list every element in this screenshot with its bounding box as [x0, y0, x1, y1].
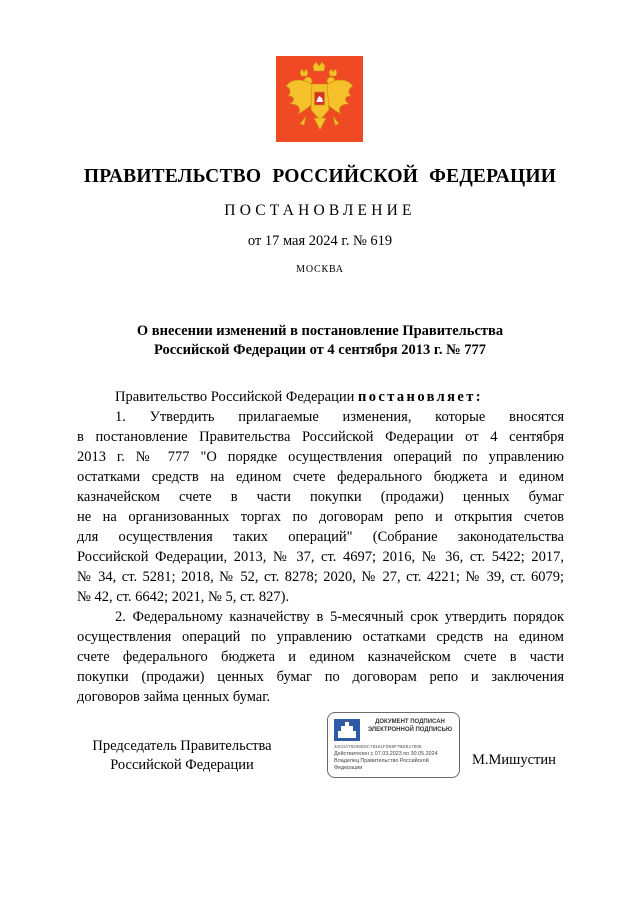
- decree-type: ПОСТАНОВЛЕНИЕ: [224, 202, 416, 219]
- body-line: № 42, ст. 6642; 2021, № 5, ст. 827).: [77, 589, 290, 605]
- stamp-validity: Действителен с 07.03.2023 по 30.05.2024: [334, 751, 438, 757]
- preamble-lead: Правительство Российской Федерации: [115, 389, 358, 405]
- body-line: 2013 г. № 777 "О порядке осуществления операций по управлению: [77, 449, 564, 465]
- item-1: [77, 407, 564, 607]
- stamp-serial: 34C0A79209D0C78161FD69F7BEB1780E: [334, 744, 422, 749]
- decree-subject: [0, 322, 640, 360]
- body-line: осуществления операций по управлению остатками средств на едином: [77, 629, 564, 645]
- electronic-signature-stamp: [327, 712, 460, 778]
- preamble: [77, 387, 564, 407]
- stamp-heading-line-1: ДОКУМЕНТ ПОДПИСАН: [375, 719, 445, 725]
- body-line: Российской Федерации, 2013, № 37, ст. 4697; 2016, № 36, ст. 5422; 2017,: [77, 549, 564, 565]
- body-line: 2. Федеральному казначейству в 5-месячный срок утвердить порядок: [115, 609, 564, 625]
- russian-coat-of-arms-icon: [276, 56, 363, 142]
- body-line: покупки (продажи) ценных бумаг по договорам репо и заключения: [77, 669, 564, 685]
- stamp-heading-line-2: ЭЛЕКТРОННОЙ ПОДПИСЬЮ: [367, 726, 453, 733]
- body-line: остатками средств на едином счете федерального бюджета и едином: [77, 469, 564, 485]
- body-line: 1. Утвердить прилагаемые изменения, которые вносятся: [115, 409, 564, 425]
- stamp-heading: [364, 719, 456, 734]
- signer-title-line-1: Председатель Правительства: [92, 738, 272, 754]
- subject-line-1: О внесении изменений в постановление Правительства: [136, 323, 504, 339]
- item-2: [77, 607, 564, 707]
- signer-title-line-2: Российской Федерации: [110, 757, 254, 773]
- item1-paragraph: [77, 407, 564, 607]
- government-building-icon: [334, 719, 360, 741]
- decree-body: [77, 387, 564, 707]
- body-line: для осуществления таких операций" (Собрание законодательства: [77, 529, 564, 545]
- body-line: счете федерального бюджета и едином казначейском счете в части: [77, 649, 564, 665]
- body-line: в постановление Правительства Российской Федерации от 4 сентября: [77, 429, 564, 445]
- body-line: казначейском счете в части покупки (продажи) ценных бумаг: [77, 489, 564, 505]
- body-line: не на организованных торгах по договорам репо и открытия счетов: [77, 509, 564, 525]
- signer-title: [77, 737, 287, 775]
- subject-line-2: Российской Федерации от 4 сентября 2013 г. № 777: [153, 342, 487, 358]
- preamble-verb: постановляет:: [357, 389, 484, 405]
- body-line: договоров займа ценных бумаг.: [77, 689, 271, 705]
- item2-paragraph: [77, 607, 564, 707]
- stamp-owner: Владелец Правительство Российской Федерации: [334, 758, 429, 771]
- signer-name: М.Мишустин: [472, 752, 556, 768]
- city: МОСКВА: [296, 264, 344, 275]
- decree-date: от 17 мая 2024 г. № 619: [247, 233, 393, 249]
- body-line: № 34, ст. 5281; 2018, № 52, ст. 8278; 2020, № 27, ст. 4221; № 39, ст. 6079;: [77, 569, 564, 585]
- government-title: ПРАВИТЕЛЬСТВО РОССИЙСКОЙ ФЕДЕРАЦИИ: [83, 166, 557, 187]
